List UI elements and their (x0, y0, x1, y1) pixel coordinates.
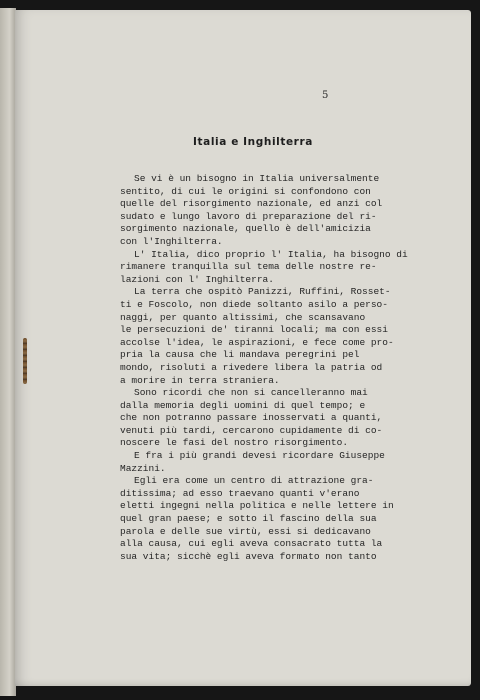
text-line: quelle del risorgimento nazionale, ed anzi col (120, 198, 383, 210)
binding-stitch (23, 338, 27, 384)
text-line: rimanere tranquilla sul tema delle nostre re- (120, 261, 377, 273)
text-line: Egli era come un centro di attrazione gra- (134, 475, 374, 487)
text-line: sorgimento nazionale, quello è dell'amicizia (120, 223, 371, 235)
page-title: Italia e Inghilterra (193, 136, 313, 148)
book-page (15, 10, 471, 686)
paragraph (120, 248, 408, 287)
text-line: dalla memoria degli uomini di quel tempo; e (120, 399, 366, 411)
text-line: venuti più tardi, cercarono cupidamente di co- (120, 424, 383, 436)
paragraph (120, 475, 394, 563)
text-line: Se vi è un bisogno in Italia universalmente (134, 173, 380, 184)
left-page-edge (0, 8, 16, 696)
paragraph (120, 286, 394, 387)
text-line: quel gran paese; e sotto il fascino della sua (120, 513, 377, 525)
text-line: naggi, per quanto altissimi, che scansavano (120, 311, 366, 323)
text-line: noscere le fasi del nostro risorgimento. (120, 437, 349, 449)
text-line: Sono ricordi che non si cancelleranno mai (134, 387, 368, 399)
text-line: mondo, risoluti a rivedere libera la patria od (120, 361, 383, 373)
text-line: con l'Inghilterra. (120, 235, 223, 247)
text-line: ditissima; ad esso traevano quanti v'erano (120, 487, 360, 499)
text-line: accolse l'idea, le aspirazioni, e fece come pro- (120, 336, 394, 348)
paragraph (120, 387, 383, 450)
text-line: lazioni con l' Inghilterra. (120, 273, 274, 285)
text-line: La terra che ospitò Panizzi, Ruffini, Rosset- (134, 286, 391, 298)
text-line: L' Italia, dico proprio l' Italia, ha bisogno di (134, 248, 408, 260)
text-line: pria la causa che li mandava peregrini pel (120, 349, 360, 361)
text-line: Mazzini. (120, 462, 166, 474)
text-line: le persecuzioni de' tiranni locali; ma con essi (120, 324, 388, 336)
text-line: sentito, di cui le origini si confondono con (120, 185, 371, 197)
text-line: alla causa, cui egli aveva consacrato tutta la (120, 538, 383, 550)
text-line: E fra i più grandi devesi ricordare Giuseppe (134, 450, 385, 462)
text-line: sua vita; sicchè egli aveva formato non tanto (120, 550, 377, 562)
body-text (120, 173, 408, 563)
text-line: a morire in terra straniera. (120, 374, 280, 386)
text-line: parola e delle sue virtù, essi si dedicavano (120, 525, 371, 537)
page-number: 5 (322, 90, 329, 101)
paragraph (120, 450, 385, 475)
text-line: che non potranno passare inosservati a quanti, (120, 412, 383, 424)
text-line: eletti ingegni nella politica e nelle lettere in (120, 500, 394, 512)
paragraph (120, 173, 383, 249)
text-line: ti e Foscolo, non diede soltanto asilo a perso- (120, 298, 388, 310)
text-line: sudato e lungo lavoro di preparazione del ri- (120, 210, 377, 222)
